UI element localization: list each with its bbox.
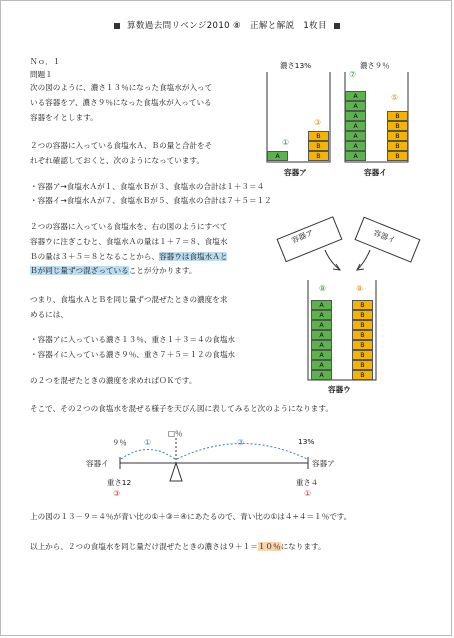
circle-8b-label: ⑧	[356, 284, 364, 293]
mix-label-a: 容器ア	[290, 228, 315, 245]
amount-line-a: ・容器ア→食塩水Ａが１、食塩水Ｂが３、食塩水の合計は１＋３＝４	[30, 182, 265, 191]
bullet-container-b: ・容器イに入っている濃さ９％、重さ７＋５＝１２の食塩水	[30, 350, 236, 359]
left-weight-ratio: ③	[113, 489, 121, 498]
problem-line-3: 容器をイとします。	[30, 113, 98, 122]
circle-5-label: ⑤	[391, 93, 399, 102]
balance-unknown: □％	[168, 429, 183, 438]
circle-3-label: ③	[314, 118, 322, 127]
para4-line-2: めるには、	[30, 310, 68, 319]
balance-left-conc: ９％	[112, 438, 127, 447]
container-c-cell-b: B	[352, 320, 373, 330]
container-b-cell-b: B	[387, 141, 408, 151]
answer-highlight: １０％	[257, 542, 281, 551]
para3-highlight-1: 容器ウは食塩水Ａと	[159, 252, 228, 261]
cell-b-3: B	[308, 131, 329, 141]
balance-left-end: 容器イ	[86, 459, 109, 468]
container-c-cell-a: A	[311, 370, 332, 380]
problem-line-2: いる容器をア、濃さ９％になった食塩水が入っている	[30, 98, 212, 107]
balance-right-conc: 13%	[298, 437, 315, 446]
para3-line-3-text: Ｂの量は３＋５＝８となることから、	[30, 252, 160, 261]
container-b-cell-a: A	[345, 131, 366, 141]
para5: の２つを混ぜたときの濃度を求めればＯＫです。	[30, 376, 197, 385]
para2-line-1: ２つの容器に入っている食塩水Ａ、Ｂの量と合計をそ	[30, 141, 213, 150]
container-c-label: 容器ウ	[328, 385, 351, 394]
conc-label-b: 濃さ９％	[360, 61, 390, 70]
container-c-cell-a: A	[311, 360, 332, 370]
bullet-container-a: ・容器アに入っている濃さ１３％、重さ１＋３＝４の食塩水	[30, 335, 236, 344]
container-b-cell-b: B	[387, 131, 408, 141]
container-a-label: 容器ア	[284, 168, 307, 177]
container-b-cell-a: A	[345, 121, 366, 131]
mix-label-b: 容器イ	[372, 228, 397, 245]
container-c-cell-b: B	[352, 340, 373, 350]
container-c-cell-a: A	[311, 330, 332, 340]
para2-line-2: れぞれ確認しておくと、次のようになっています。	[30, 156, 205, 165]
para4-line-1: つまり、食塩水ＡとＢを同じ量ずつ混ぜたときの濃度を求	[30, 295, 228, 304]
container-b-cell-a: A	[345, 151, 366, 161]
balance-left-weight: 重さ12	[107, 478, 132, 487]
container-c-cell-b: B	[352, 370, 373, 380]
amount-line-b: ・容器イ→食塩水Ａが７、食塩水Ｂが５、食塩水の合計は７＋５＝１２	[30, 196, 272, 205]
para3-line-4-text: ことが分かります。	[128, 266, 197, 275]
para6: そこで、その２つの食塩水を混ぜる様子を天びん図に表してみると次のようになります。	[30, 404, 333, 413]
arc-left-ratio: ①	[144, 438, 152, 447]
para3-highlight-2: Ｂが同じ量ずつ混ざっている	[30, 266, 129, 275]
result-line-1: 上の図の１３－９＝４％が青い比の①＋③＝④にあたるので、青い比の①は４÷４＝１％です。	[30, 512, 352, 521]
container-b-cell-b: B	[387, 121, 408, 131]
container-c-cell-b: B	[352, 300, 373, 310]
container-b-cell-b: B	[387, 111, 408, 121]
container-b-cell-a: A	[345, 111, 366, 121]
cell-b-2: B	[308, 141, 329, 151]
arc-left	[121, 450, 175, 460]
circle-1-label: ①	[282, 138, 290, 147]
cell-b-1: B	[308, 151, 329, 161]
section-number: Ｎｏ．１	[30, 57, 61, 66]
container-b-cell-b: B	[387, 151, 408, 161]
para3-line-2: 容器ウに注ぎこむと、食塩水Ａの量は１＋７＝８、食塩水	[30, 237, 228, 246]
container-b-cell-a: A	[345, 141, 366, 151]
balance-right-end: 容器ア	[312, 459, 335, 468]
container-c-cell-a: A	[311, 310, 332, 320]
cell-a-1: A	[267, 151, 288, 161]
result-line-2-tail: になります。	[280, 542, 326, 551]
balance-fulcrum	[170, 463, 182, 481]
problem-heading: 問題１	[30, 70, 53, 79]
container-b-cell-a: A	[345, 101, 366, 111]
container-c-cell-a: A	[311, 320, 332, 330]
circle-8a-label: ⑧	[319, 284, 327, 293]
container-c-cell-b: B	[352, 310, 373, 320]
container-b-label: 容器イ	[364, 168, 387, 177]
header-title: 算数過去問リベンジ2010 ⑧ 正解と解説 1枚目	[127, 21, 327, 31]
right-weight-ratio: ①	[304, 489, 312, 498]
container-c-cell-b: B	[352, 330, 373, 340]
container-c-cell-a: A	[311, 350, 332, 360]
container-c-cell-b: B	[352, 360, 373, 370]
para3-line-1: ２つの容器に入っている食塩水を、右の図のようにすべて	[30, 222, 228, 231]
problem-line-1: 次の図のように、濃さ１３％になった食塩水が入って	[30, 83, 213, 92]
circle-7-label: ⑦	[349, 70, 357, 79]
container-c-cell-b: B	[352, 350, 373, 360]
balance-right-weight: 重さ４	[296, 478, 319, 487]
result-line-2-text: 以上から、２つの食塩水を同じ量だけ混ぜたときの濃さは９＋１＝	[30, 542, 258, 551]
container-b-cell-a: A	[345, 91, 366, 101]
container-c-cell-a: A	[311, 300, 332, 310]
conc-label-a: 濃さ13%	[280, 61, 312, 70]
container-c-cell-a: A	[311, 340, 332, 350]
arc-right-ratio: ③	[237, 438, 245, 447]
